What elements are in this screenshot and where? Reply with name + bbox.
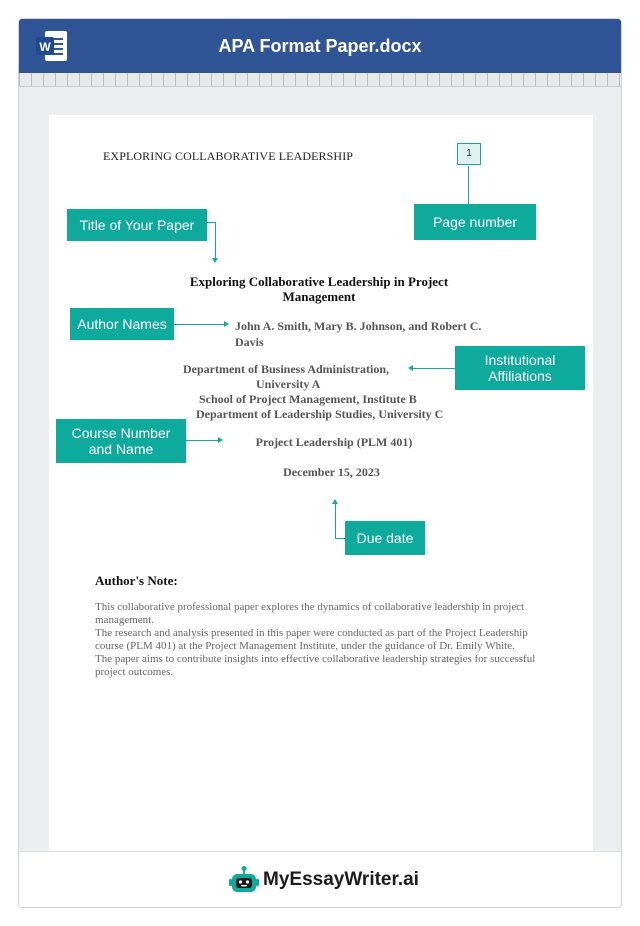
authors-arrow: [224, 321, 229, 327]
paper-title-line2: Management: [282, 289, 356, 304]
affiliation-1-cont: University A: [256, 377, 321, 391]
authors-line2: Davis: [235, 335, 264, 349]
authors-line1: John A. Smith, Mary B. Johnson, and Robert C.: [235, 319, 482, 333]
title-label: Title of Your Paper: [67, 209, 207, 241]
paper-title: [179, 274, 459, 304]
authors-connector: [174, 324, 224, 325]
author-note-line-1: This collaborative professional paper explores the dynamics of collaborative leadership in project management.: [95, 601, 525, 626]
course-name: Project Leadership (PLM 401): [255, 435, 413, 449]
affiliations-label-line1: Institutional: [484, 352, 556, 368]
paper-title-line1: Exploring Collaborative Leadership in Project: [189, 274, 449, 289]
affiliations-label-line2: Affiliations: [488, 368, 552, 384]
robot-logo-icon: [229, 865, 259, 895]
course-label-line2: and Name: [88, 441, 154, 457]
brand-name: MyEssayWriter.ai: [263, 869, 419, 890]
page-number-box: 1: [457, 143, 481, 165]
footer: [19, 851, 621, 908]
author-note-line-3: The paper aims to contribute insights into effective collaborative leadership strategies for successful project outcomes.: [95, 653, 536, 678]
affiliations-label: [455, 346, 585, 390]
page-number-connector: [468, 166, 469, 204]
author-note-line-2: The research and analysis presented in this paper were conducted as part of the Project Leadership course (PLM 401) at the Project Management Institute, under the guidance of Dr. Emily White.: [95, 627, 528, 652]
affiliations-connector: [413, 368, 455, 369]
title-connector-v: [215, 222, 216, 258]
document-title: APA Format Paper.docx: [218, 36, 422, 56]
authors-label: Author Names: [70, 308, 174, 340]
author-note-heading: Author's Note:: [95, 573, 178, 588]
due-date-label: Due date: [345, 521, 425, 555]
page-number-label: Page number: [414, 204, 536, 240]
svg-text:W: W: [39, 40, 51, 54]
course-label-line1: Course Number: [71, 425, 171, 441]
course-label: [56, 419, 186, 463]
author-note-body: [95, 601, 555, 679]
affiliation-2: School of Project Management, Institute B: [199, 392, 417, 406]
document-page: [49, 115, 593, 875]
affiliation-1: Department of Business Administration,: [183, 362, 390, 376]
due-date-connector-h: [335, 538, 345, 539]
affiliation-3: Department of Leadership Studies, University C: [196, 407, 444, 421]
document-window: [18, 18, 622, 908]
title-arrow: [212, 258, 218, 263]
ruler: [19, 73, 621, 87]
title-connector-h: [207, 222, 215, 223]
due-date-connector-v: [335, 504, 336, 538]
due-date: December 15, 2023: [283, 465, 380, 479]
running-head: EXPLORING COLLABORATIVE LEADERSHIP: [103, 149, 354, 163]
title-bar: [19, 19, 621, 73]
